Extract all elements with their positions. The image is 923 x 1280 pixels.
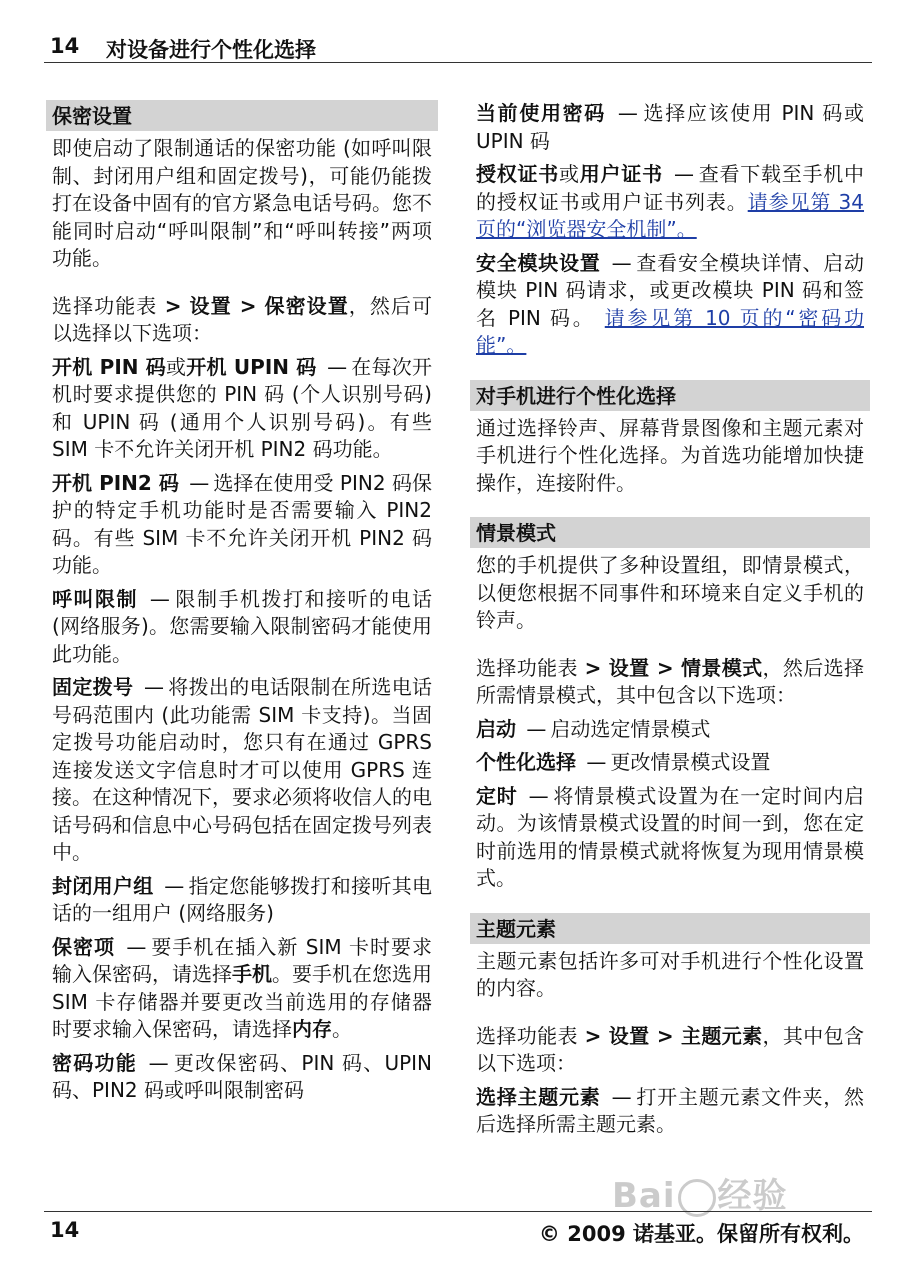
option-term: 定时	[476, 783, 518, 808]
dash: —	[617, 101, 638, 125]
option-term: 安全模块设置	[476, 250, 601, 275]
option-fixed-dialing	[46, 674, 438, 867]
section-heading-themes: 主题元素	[470, 913, 870, 944]
section-heading-profiles: 情景模式	[470, 517, 870, 548]
nav-prefix: 选择功能表	[476, 1023, 585, 1048]
security-intro: 即使启动了限制通话的保密功能 (如呼叫限制、封闭用户组和固定拨号)，可能仍能拨打在设备中固有的官方紧急电话号码。您不能同时启动“呼叫限制”和“呼叫转接”两项功能。	[52, 136, 432, 270]
option-term: 开机 PIN2 码	[52, 470, 179, 495]
option-term: 启动	[476, 716, 516, 741]
dash: —	[143, 675, 164, 699]
section-heading-security: 保密设置	[46, 100, 438, 131]
header-chapter-title: 对设备进行个性化选择	[106, 38, 316, 62]
watermark-text: Bai	[612, 1176, 676, 1216]
browser-security-link[interactable]: 请参见第 34 页的“浏览器安全机制”。	[476, 189, 865, 241]
option-timed	[470, 783, 870, 893]
nav-settings: > 设置	[584, 1023, 650, 1048]
left-column	[46, 100, 438, 1111]
option-desc: 在每次开机时要求提供您的 PIN 码 (个人识别号码) 和 UPIN 码 (通用个人识别号码)。有些 SIM 卡不允许关闭开机 PIN2 码功能。	[52, 354, 433, 461]
dash: —	[164, 873, 185, 898]
option-value-memory: 内存	[292, 1017, 332, 1041]
dash: —	[611, 250, 632, 275]
option-term: 封闭用户组	[52, 873, 154, 898]
option-security-level	[46, 934, 438, 1044]
nav-suffix: ，然后可以选择以下选项：	[52, 293, 433, 345]
option-desc: 选择在使用受 PIN2 码保护的特定手机功能时是否需要输入 PIN2 码。有些 SIM 卡不允许关闭开机 PIN2 码功能。	[52, 470, 433, 577]
page-header	[44, 34, 872, 63]
option-desc: 查看下载至手机中的授权证书或用户证书列表。	[476, 162, 865, 214]
option-desc: 打开主题元素文件夹，然后选择所需主题元素。	[476, 1084, 865, 1136]
dash: —	[526, 716, 547, 741]
option-activate	[470, 716, 870, 744]
option-term: 选择主题元素	[476, 1084, 601, 1109]
option-desc: 。	[332, 1017, 352, 1041]
option-term: 固定拨号	[52, 675, 134, 699]
option-term: 个性化选择	[476, 750, 576, 774]
themes-nav-path	[470, 1023, 870, 1078]
nav-prefix: 选择功能表	[476, 655, 585, 680]
header-page-number: 14	[50, 34, 80, 58]
dash: —	[528, 783, 549, 808]
personalize-text: 通过选择铃声、屏幕背景图像和主题元素对手机进行个性化选择。为首选功能增加快捷操作，连接附件。	[476, 415, 864, 495]
option-term: 密码功能	[52, 1050, 138, 1075]
option-desc: 。要手机在您选用 SIM 卡存储器并要更改当前选用的存储器时要求输入保密码，请选择	[52, 962, 432, 1041]
security-nav-path	[46, 293, 438, 348]
option-desc: 选择应该使用 PIN 码或 UPIN 码	[476, 101, 865, 153]
dash: —	[327, 354, 348, 379]
profiles-text: 您的手机提供了多种设置组，即情景模式，以便您根据不同事件和环境来自定义手机的铃声。	[476, 553, 864, 632]
option-access-codes	[46, 1050, 438, 1105]
access-codes-link[interactable]: 请参见第 10 页的“密码功能”。	[476, 305, 865, 357]
nav-security-settings: > 保密设置	[231, 293, 349, 318]
section-heading-personalize: 对手机进行个性化选择	[470, 380, 870, 411]
nav-settings: > 设置	[164, 293, 232, 318]
option-term: 用户证书	[579, 162, 663, 186]
footer-page-number: 14	[50, 1218, 80, 1242]
dash: —	[673, 162, 694, 186]
option-desc: 更改保密码、PIN 码、UPIN 码、PIN2 码或呼叫限制密码	[52, 1050, 433, 1102]
nav-settings: > 设置	[584, 655, 650, 680]
option-call-barring	[46, 586, 438, 669]
option-select-theme	[470, 1084, 870, 1139]
option-certificates	[470, 161, 870, 244]
option-value-phone: 手机	[232, 962, 272, 986]
option-startup-pin2	[46, 470, 438, 580]
watermark-text: 经验	[717, 1176, 788, 1216]
option-term: 呼叫限制	[52, 586, 139, 611]
dash: —	[586, 750, 607, 774]
dash: —	[189, 470, 210, 495]
option-desc: 启动选定情景模式	[550, 716, 711, 741]
option-desc: 将情景模式设置为在一定时间内启动。为该情景模式设置的时间一到，您在定时前选用的情景模式就将恢复为现用情景模式。	[476, 783, 865, 890]
dash: —	[611, 1084, 632, 1109]
option-startup-pin	[46, 354, 438, 464]
option-desc: 查看安全模块详情、启动模块 PIN 码请求，或更改模块 PIN 码和签名 PIN 码。	[476, 250, 865, 330]
dash: —	[149, 586, 170, 611]
option-closed-user-group	[46, 873, 438, 928]
option-personalise	[470, 749, 870, 777]
option-security-module	[470, 250, 870, 360]
option-term: 开机 UPIN 码	[186, 354, 317, 379]
option-desc: 将拨出的电话限制在所选电话号码范围内 (此功能需 SIM 卡支持)。当固定拨号功能启动时，您只有在通过 GPRS 连接发送文字信息时才可以使用 GPRS 连接。在这种情况下，要求必须将收信人的电话号码和信息中心号码包括在固定拨号列表中。	[52, 675, 433, 864]
option-desc: 要手机在插入新 SIM 卡时要求输入保密码，请选择	[52, 934, 433, 986]
page-footer	[44, 1211, 872, 1252]
profiles-nav-path	[470, 655, 870, 710]
option-code-in-use	[470, 100, 870, 155]
themes-text: 主题元素包括许多可对手机进行个性化设置的内容。	[476, 948, 864, 1000]
option-desc: 限制手机拨打和接听的电话 (网络服务)。您需要输入限制密码才能使用此功能。	[52, 586, 433, 666]
baidu-watermark	[612, 1168, 862, 1216]
nav-suffix: ，其中包含以下选项：	[476, 1023, 865, 1075]
option-term: 开机 PIN 码	[52, 354, 166, 379]
nav-themes: > 主题元素	[649, 1023, 763, 1048]
option-term: 当前使用密码	[476, 101, 606, 125]
option-term: 授权证书	[476, 162, 560, 186]
nav-prefix: 选择功能表	[52, 293, 165, 318]
right-column	[470, 100, 870, 1145]
option-or: 或	[165, 354, 187, 379]
option-term: 保密项	[52, 934, 116, 959]
option-or: 或	[559, 162, 580, 186]
dash: —	[148, 1050, 169, 1075]
nav-suffix: ，然后选择所需情景模式，其中包含以下选项：	[476, 655, 865, 707]
dash: —	[126, 934, 147, 959]
option-desc: 更改情景模式设置	[610, 750, 771, 774]
option-desc: 指定您能够拨打和接听其电话的一组用户 (网络服务)	[52, 873, 433, 925]
nav-profiles: > 情景模式	[649, 655, 763, 680]
footer-copyright: © 2009 诺基亚。保留所有权利。	[538, 1222, 864, 1246]
